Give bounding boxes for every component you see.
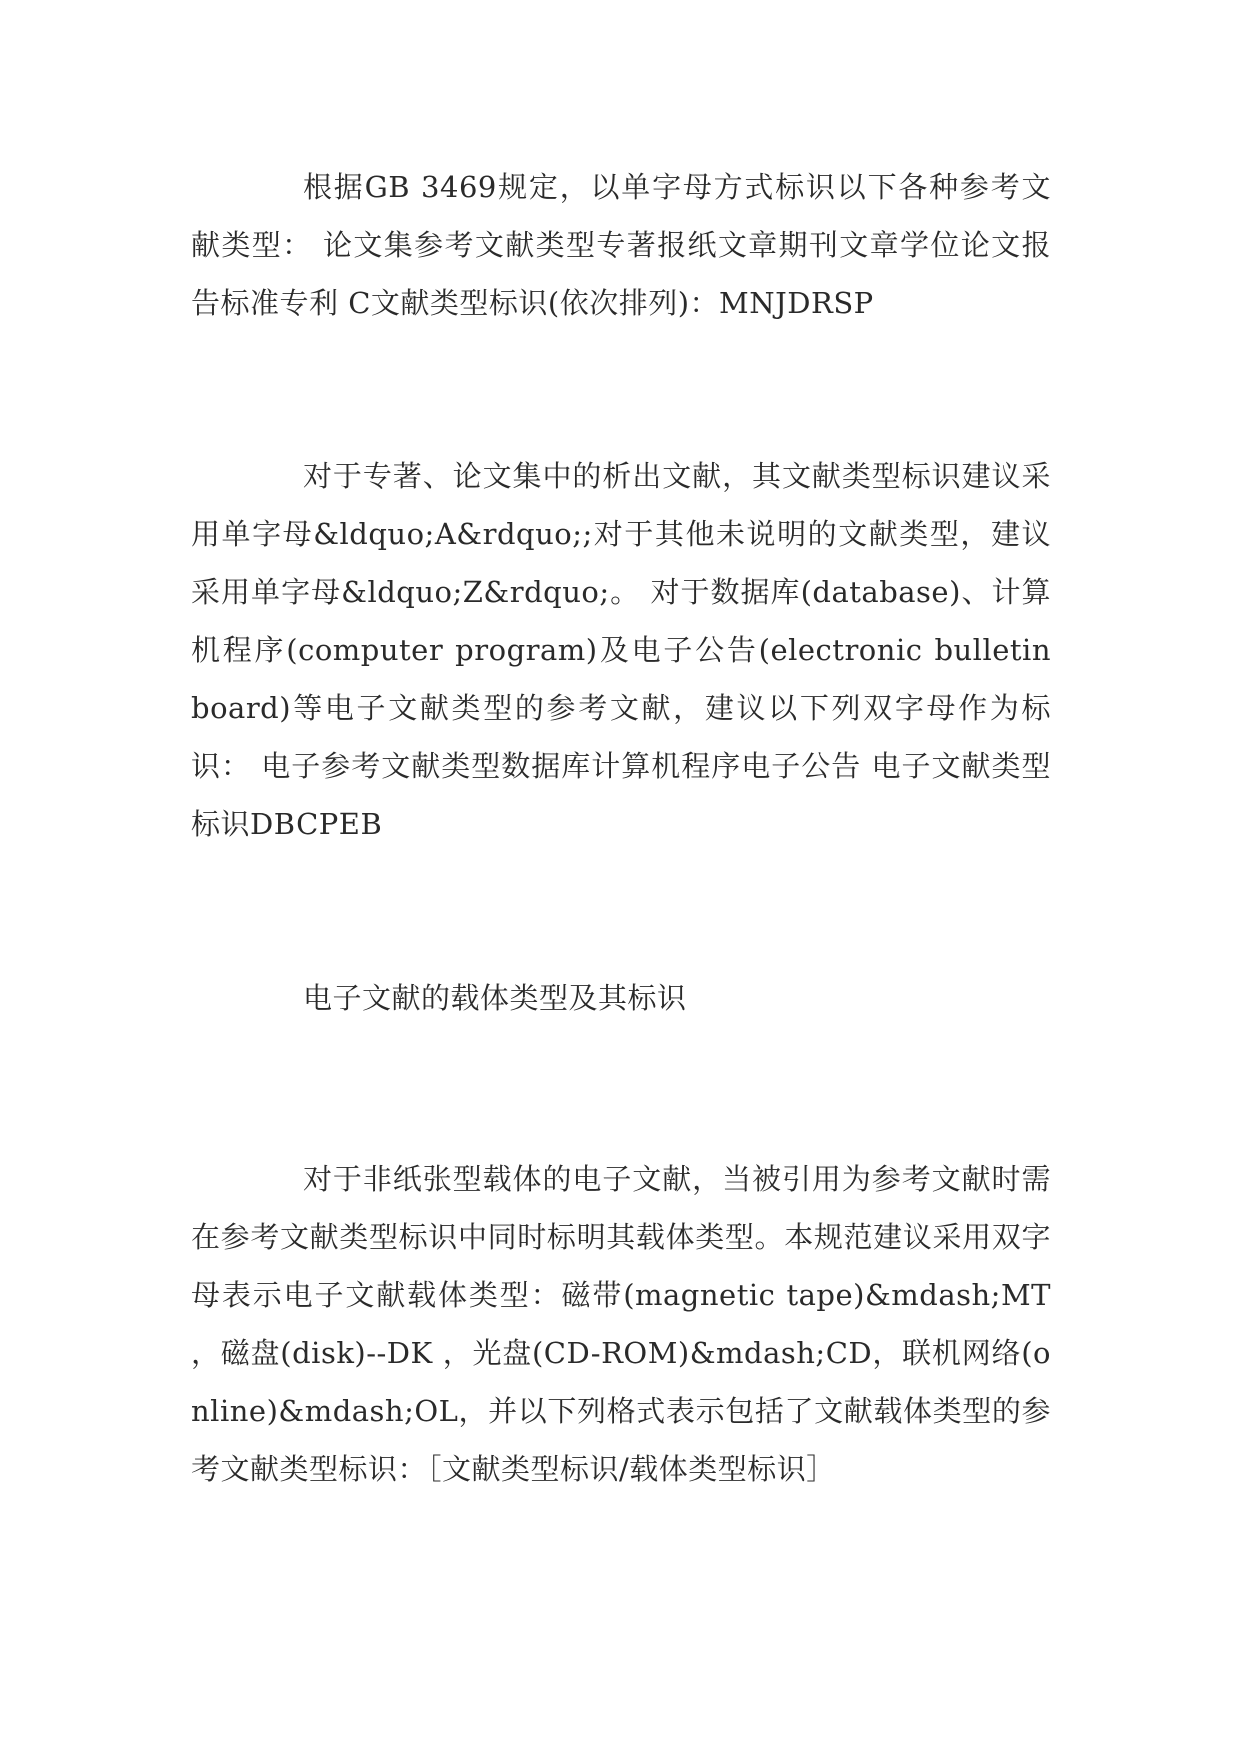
- section-heading: 电子文献的载体类型及其标识: [303, 981, 687, 1015]
- paragraph-document-type-codes: 根据GB 3469规定，以单字母方式标识以下各种参考文献类型： 论文集参考文献类型专著报纸文章期刊文章学位论文报告标准专利 C文献类型标识(依次排列)：MNJDRSP: [191, 170, 1051, 320]
- paragraph-electronic-document-types: 对于专著、论文集中的析出文献，其文献类型标识建议采用单字母&ldquo;A&rdquo;;对于其他未说明的文献类型，建议采用单字母&ldquo;Z&rdquo;。 对于数据库(database)、计算机程序(computer program)及电子公告(electronic bulletin board)等电子文献类型的参考文献，建议以下列双字母作为标识： 电子参考文献类型数据库计算机程序电子公告 电子文献类型标识DBCPEB: [191, 459, 1051, 841]
- paragraph-carrier-types: 对于非纸张型载体的电子文献，当被引用为参考文献时需在参考文献类型标识中同时标明其载体类型。本规范建议采用双字母表示电子文献载体类型：磁带(magnetic tape)&mdash;MT ，磁盘(disk)--DK ，光盘(CD-ROM)&mdash;CD，联机网络(online)&mdash;OL，并以下列格式表示包括了文献载体类型的参考文献类型标识：［文献类型标识/载体类型标识］: [191, 1162, 1051, 1486]
